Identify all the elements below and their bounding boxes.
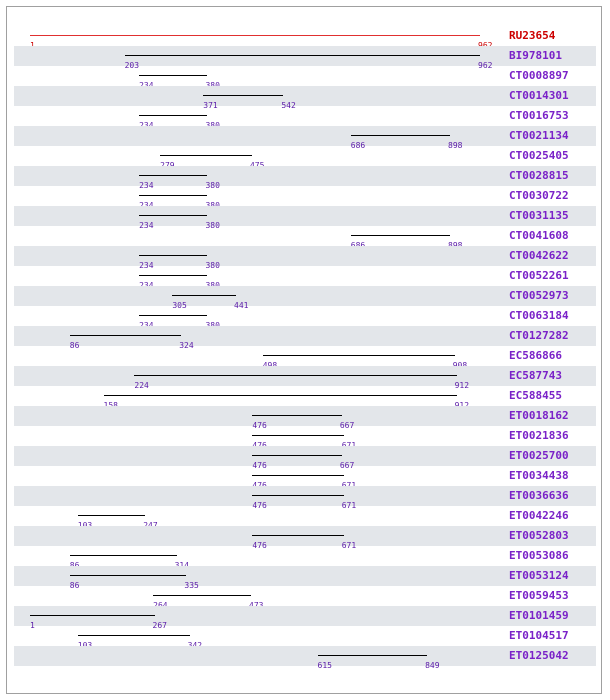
start-position: 686 xyxy=(350,141,366,150)
start-position: 1 xyxy=(30,621,35,630)
alignment-bar xyxy=(252,475,343,476)
alignment-bar xyxy=(252,455,341,456)
sequence-id-link[interactable]: ET0101459 xyxy=(509,609,569,622)
alignment-row xyxy=(14,306,596,326)
start-position: 224 xyxy=(134,381,149,390)
sequence-id-link[interactable]: CT0021134 xyxy=(509,129,569,142)
reference-bar xyxy=(30,35,480,36)
alignment-bar xyxy=(70,555,177,556)
sequence-id-link[interactable]: ET0104517 xyxy=(509,629,569,642)
alignment-bar xyxy=(139,75,207,76)
alignment-row xyxy=(14,86,596,110)
alignment-row xyxy=(14,386,596,406)
alignment-row xyxy=(14,406,596,430)
alignment-row xyxy=(14,426,596,446)
alignment-bar xyxy=(139,215,207,216)
alignment-row xyxy=(14,646,596,670)
sequence-id-link[interactable]: CT0063184 xyxy=(509,309,569,322)
alignment-row xyxy=(14,466,596,486)
start-position: 234 xyxy=(139,181,154,190)
sequence-id-link[interactable]: EC588455 xyxy=(509,389,562,402)
start-position: 234 xyxy=(139,221,154,230)
end-position: 380 xyxy=(205,261,220,270)
end-position: 962 xyxy=(478,61,493,70)
end-position: 335 xyxy=(184,581,199,590)
alignment-bar xyxy=(125,55,480,56)
alignment-rows xyxy=(14,0,596,700)
start-position: 476 xyxy=(252,461,267,470)
start-position: 203 xyxy=(124,61,140,70)
sequence-id-link[interactable]: CT0025405 xyxy=(509,149,569,162)
alignment-bar xyxy=(351,235,450,236)
alignment-row xyxy=(14,226,596,246)
sequence-id-link[interactable]: ET0025700 xyxy=(509,449,569,462)
sequence-id-link[interactable]: CT0041608 xyxy=(509,229,569,242)
sequence-id-link[interactable]: ET0053124 xyxy=(509,569,569,582)
end-position: 898 xyxy=(448,141,463,150)
alignment-bar xyxy=(160,155,252,156)
start-position: 476 xyxy=(252,541,267,550)
alignment-bar xyxy=(351,135,450,136)
alignment-row xyxy=(14,66,596,86)
sequence-id-link[interactable]: CT0014301 xyxy=(509,89,569,102)
sequence-id-link[interactable]: ET0053086 xyxy=(509,549,569,562)
sequence-id-link[interactable]: CT0030722 xyxy=(509,189,569,202)
sequence-id-link[interactable]: CT0016753 xyxy=(509,109,569,122)
alignment-row xyxy=(14,486,596,510)
end-position: 441 xyxy=(234,301,249,310)
sequence-id-link[interactable]: ET0018162 xyxy=(509,409,569,422)
reference-row xyxy=(14,26,596,46)
sequence-id-link[interactable]: ET0059453 xyxy=(509,589,569,602)
alignment-row xyxy=(14,546,596,566)
sequence-id-link[interactable]: BI978101 xyxy=(509,49,562,62)
sequence-id-link[interactable]: CT0052261 xyxy=(509,269,569,282)
start-position: 234 xyxy=(139,261,154,270)
alignment-row xyxy=(14,526,596,550)
start-position: 305 xyxy=(172,301,187,310)
start-position: 615 xyxy=(317,661,332,670)
sequence-id-link[interactable]: CT0052973 xyxy=(509,289,569,302)
end-position: 667 xyxy=(339,421,355,430)
alignment-row xyxy=(14,286,596,310)
end-position: 267 xyxy=(152,621,167,630)
end-position: 380 xyxy=(205,181,220,190)
alignment-row xyxy=(14,606,596,630)
alignment-row xyxy=(14,326,596,350)
end-position: 671 xyxy=(341,541,357,550)
alignment-bar xyxy=(70,575,187,576)
start-position: 371 xyxy=(203,101,218,110)
reference-id-link[interactable]: RU23654 xyxy=(509,29,556,42)
alignment-bar xyxy=(139,275,207,276)
start-position: 86 xyxy=(69,581,80,590)
alignment-bar xyxy=(153,595,251,596)
start-position: 476 xyxy=(252,501,267,510)
alignment-bar xyxy=(252,435,343,436)
end-position: 542 xyxy=(281,101,296,110)
start-position: 86 xyxy=(69,341,80,350)
alignment-bar xyxy=(263,355,455,356)
alignment-bar xyxy=(318,655,428,656)
alignment-row xyxy=(14,46,596,70)
alignment-bar xyxy=(252,535,343,536)
alignment-row xyxy=(14,246,596,270)
start-position: 476 xyxy=(252,421,267,430)
alignment-bar xyxy=(139,115,207,116)
alignment-bar xyxy=(30,615,155,616)
sequence-id-link[interactable]: CT0008897 xyxy=(509,69,569,82)
alignment-row xyxy=(14,506,596,526)
alignment-row xyxy=(14,126,596,150)
sequence-id-link[interactable]: ET0042246 xyxy=(509,509,569,522)
sequence-id-link[interactable]: ET0021836 xyxy=(509,429,569,442)
alignment-bar xyxy=(139,175,207,176)
alignment-bar xyxy=(139,255,207,256)
alignment-row xyxy=(14,626,596,646)
alignment-row xyxy=(14,366,596,390)
alignment-bar xyxy=(70,335,181,336)
alignment-row xyxy=(14,346,596,366)
end-position: 849 xyxy=(425,661,440,670)
alignment-row xyxy=(14,166,596,190)
alignment-bar xyxy=(252,415,341,416)
sequence-id-link[interactable]: ET0036636 xyxy=(509,489,569,502)
alignment-bar xyxy=(139,195,207,196)
sequence-id-link[interactable]: ET0125042 xyxy=(509,649,569,662)
sequence-id-link[interactable]: EC587743 xyxy=(509,369,562,382)
alignment-row xyxy=(14,446,596,470)
end-position: 667 xyxy=(339,461,355,470)
sequence-id-link[interactable]: EC586866 xyxy=(509,349,562,362)
alignment-bar xyxy=(172,295,236,296)
sequence-id-link[interactable]: CT0031135 xyxy=(509,209,569,222)
sequence-id-link[interactable]: ET0052803 xyxy=(509,529,569,542)
end-position: 324 xyxy=(179,341,194,350)
alignment-bar xyxy=(78,635,190,636)
alignment-row xyxy=(14,186,596,206)
alignment-bar xyxy=(78,515,145,516)
end-position: 671 xyxy=(341,501,357,510)
end-position: 380 xyxy=(205,221,220,230)
alignment-row xyxy=(14,586,596,606)
sequence-id-link[interactable]: CT0042622 xyxy=(509,249,569,262)
alignment-bar xyxy=(139,315,207,316)
alignment-bar xyxy=(203,95,283,96)
alignment-bar xyxy=(134,375,456,376)
alignment-row xyxy=(14,566,596,590)
end-position: 912 xyxy=(454,381,470,390)
alignment-bar xyxy=(252,495,343,496)
sequence-id-link[interactable]: CT0028815 xyxy=(509,169,569,182)
alignment-row xyxy=(14,206,596,230)
alignment-row xyxy=(14,146,596,166)
sequence-id-link[interactable]: ET0034438 xyxy=(509,469,569,482)
sequence-id-link[interactable]: CT0127282 xyxy=(509,329,569,342)
alignment-row xyxy=(14,106,596,126)
alignment-bar xyxy=(104,395,457,396)
alignment-row xyxy=(14,266,596,286)
